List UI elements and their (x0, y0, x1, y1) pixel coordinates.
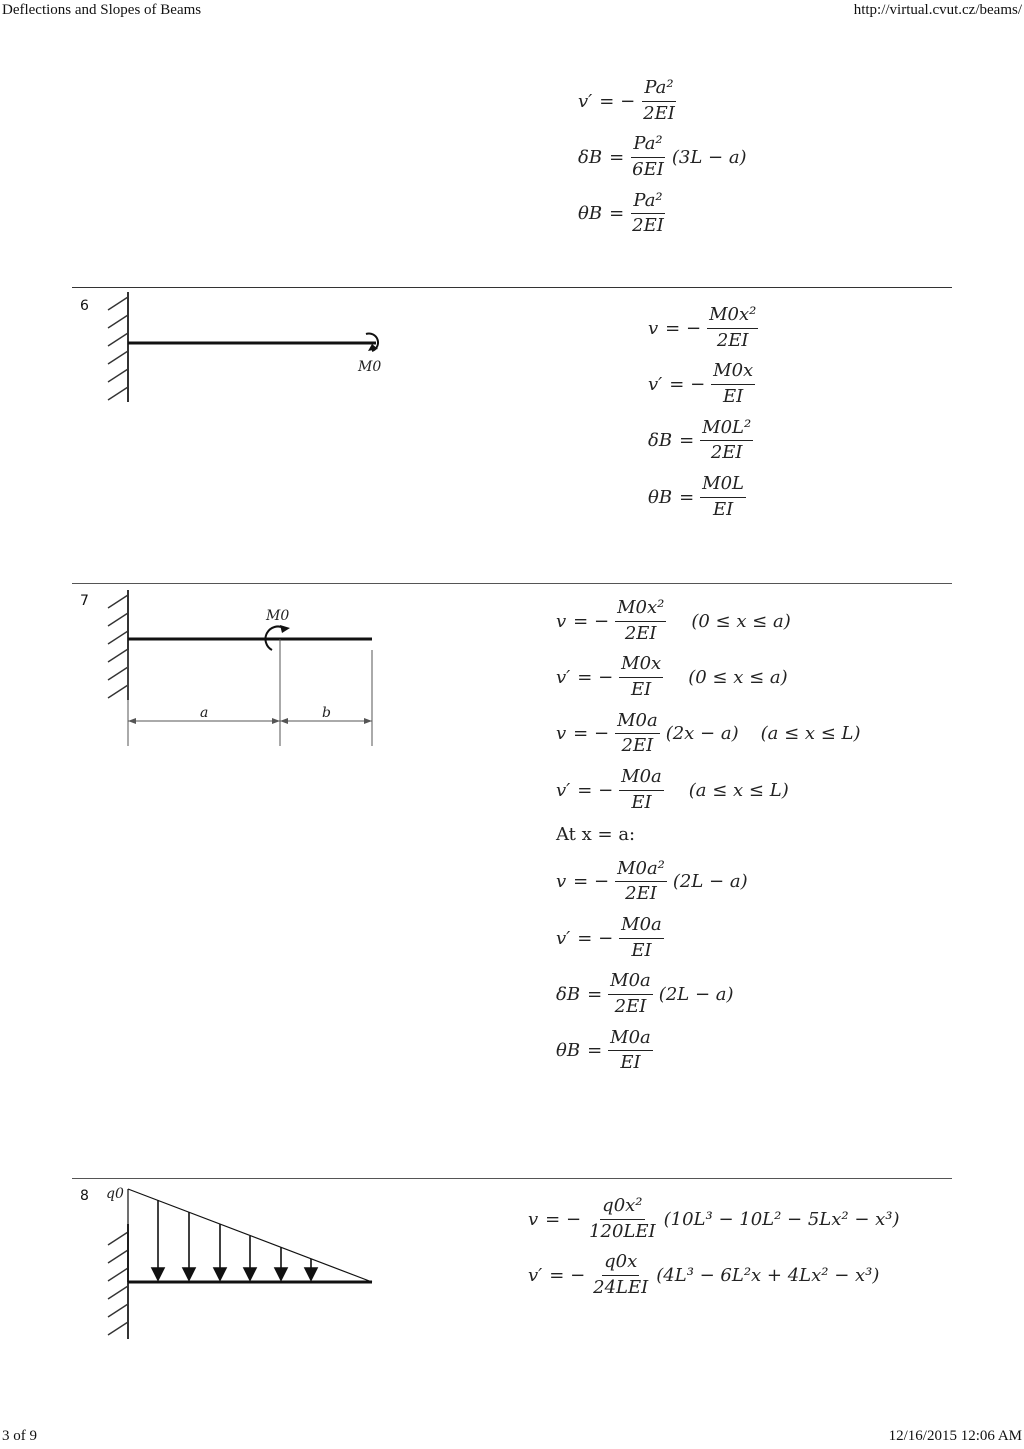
fraction (608, 1028, 653, 1074)
moment-label: M0 (266, 608, 290, 624)
fraction (619, 915, 664, 961)
equation-lhs: v′ (578, 90, 593, 112)
fraction (615, 711, 660, 757)
equation-lhs: v′ (556, 927, 571, 949)
equation-lhs: v (528, 1208, 539, 1230)
fraction (700, 474, 746, 520)
equation (648, 474, 761, 520)
fraction-numerator: M0a² (615, 859, 667, 883)
diagram-cantilever-moment (100, 292, 400, 407)
fraction-denominator: 2EI (716, 329, 749, 351)
equation-operator: = (609, 147, 625, 169)
equation-lhs: v′ (556, 779, 571, 801)
equation-lhs: δB (578, 147, 603, 169)
print-timestamp: 12/16/2015 12:06 AM (888, 1428, 1022, 1444)
equation-factor: (2L − a) (658, 983, 734, 1005)
fraction-denominator: 2EI (710, 442, 743, 464)
fraction-numerator: Pa² (631, 191, 664, 215)
equation-operator: = − (599, 90, 636, 112)
fraction-denominator: EI (631, 679, 652, 701)
equation-lhs: δB (648, 430, 673, 452)
equation-lhs: v (556, 723, 567, 745)
fraction-numerator: Pa² (642, 78, 675, 102)
equation-operator: = − (577, 927, 614, 949)
equation (556, 767, 861, 813)
equation-lhs: v′ (528, 1265, 543, 1287)
fraction-denominator: 2EI (621, 735, 654, 757)
fraction-numerator: M0x (711, 361, 755, 385)
row-divider (72, 583, 952, 584)
diagram-cantilever-moment-at-a (100, 590, 400, 750)
equation-domain: (0 ≤ x ≤ a) (691, 610, 791, 632)
equation (556, 1028, 861, 1074)
equation (556, 711, 861, 757)
diagram-cantilever-triangular-load (100, 1184, 400, 1349)
fraction (630, 191, 666, 237)
row-number-7: 7 (80, 593, 89, 609)
equation (556, 654, 861, 700)
equation-lhs: θB (578, 203, 603, 225)
fraction-numerator: M0x (619, 654, 663, 678)
equation-operator: = − (573, 871, 610, 893)
load-intensity-label: q0 (106, 1186, 124, 1202)
row-8-equations (528, 1196, 900, 1309)
fraction-numerator: M0x² (615, 598, 666, 622)
equation (556, 971, 861, 1017)
equation (578, 134, 747, 180)
fraction (587, 1196, 658, 1242)
equation-factor: (2L − a) (672, 871, 748, 893)
equation-lhs: v (556, 610, 567, 632)
fraction-numerator: Pa² (631, 134, 664, 158)
fraction (630, 134, 666, 180)
equation-operator: = (587, 983, 603, 1005)
top-equations (578, 78, 747, 247)
row-divider (72, 287, 952, 288)
row-number-6: 6 (80, 298, 89, 314)
row-6-equations (648, 305, 761, 531)
fraction-numerator: M0a (608, 1028, 653, 1052)
equation-lhs: v′ (556, 667, 571, 689)
equation-operator: = − (577, 779, 614, 801)
equation-operator: = (609, 203, 625, 225)
fraction-numerator: q0x (602, 1252, 639, 1276)
fraction-denominator: EI (631, 939, 652, 961)
equation (556, 859, 861, 905)
dimension-b: b (322, 705, 331, 721)
fraction-numerator: M0L (700, 474, 746, 498)
fraction (619, 654, 663, 700)
fraction (615, 598, 666, 644)
fraction-denominator: 2EI (632, 215, 664, 237)
fraction-numerator: M0x² (707, 305, 758, 329)
equation-lhs: θB (648, 486, 673, 508)
page-number: 3 of 9 (2, 1428, 37, 1444)
equation (578, 191, 747, 237)
equation-operator: = − (577, 667, 614, 689)
equation-factor: (2x − a) (665, 723, 739, 745)
equation (528, 1196, 900, 1242)
fraction (615, 859, 667, 905)
equation (556, 598, 861, 644)
equation-domain: (0 ≤ x ≤ a) (688, 667, 788, 689)
equation-lhs: θB (556, 1040, 581, 1062)
fraction-numerator: M0a (615, 711, 660, 735)
row-number-8: 8 (80, 1188, 89, 1204)
fraction (608, 971, 653, 1017)
fraction-denominator: EI (712, 498, 734, 520)
fraction (700, 418, 753, 464)
fraction-denominator: 2EI (625, 883, 657, 905)
fraction-numerator: M0a (619, 767, 664, 791)
fraction-denominator: EI (620, 1052, 641, 1074)
equation (648, 361, 761, 407)
equation-domain: (a ≤ x ≤ L) (760, 723, 861, 745)
fraction-denominator: 6EI (632, 159, 664, 181)
equation-lhs: v′ (648, 374, 663, 396)
equation-operator: = (679, 486, 695, 508)
equation (528, 1252, 900, 1298)
fraction-numerator: M0L² (700, 418, 753, 442)
fraction-denominator: 2EI (614, 995, 647, 1017)
fraction-denominator: 2EI (624, 622, 657, 644)
fraction (591, 1252, 650, 1298)
at-x-equals-a-label: At x = a: (556, 823, 636, 845)
fraction-denominator: 24LEI (593, 1277, 649, 1299)
fraction (641, 78, 677, 124)
equation-domain: (a ≤ x ≤ L) (688, 779, 789, 801)
equation-operator: = − (669, 374, 706, 396)
row-7-equations (556, 598, 861, 1084)
equation-factor: (4L³ − 6L²x + 4Lx² − x³) (656, 1265, 880, 1287)
fraction-numerator: q0x² (600, 1196, 644, 1220)
equation-operator: = − (573, 723, 610, 745)
fraction-denominator: EI (723, 386, 744, 408)
fraction (711, 361, 755, 407)
row-divider (72, 1178, 952, 1179)
moment-label: M0 (358, 359, 382, 375)
page-header-url[interactable]: http://virtual.cvut.cz/beams/ (853, 2, 1022, 18)
equation-operator: = (679, 430, 695, 452)
equation-lhs: v (648, 317, 659, 339)
equation (578, 78, 747, 124)
equation-operator: = − (549, 1265, 586, 1287)
page-header-title: Deflections and Slopes of Beams (2, 2, 202, 18)
equation-operator: = − (573, 610, 610, 632)
fraction-numerator: M0a (608, 971, 653, 995)
equation (648, 418, 761, 464)
equation (556, 915, 861, 961)
equation-operator: = (587, 1040, 603, 1062)
fraction-denominator: EI (631, 791, 652, 813)
fraction (619, 767, 664, 813)
equation-factor: (3L − a) (671, 147, 747, 169)
dimension-a: a (200, 705, 209, 721)
equation-lhs: δB (556, 983, 581, 1005)
equation (648, 305, 761, 351)
equation-operator: = − (665, 317, 702, 339)
fraction (707, 305, 758, 351)
equation-lhs: v (556, 871, 567, 893)
equation-factor: (10L³ − 10L² − 5Lx² − x³) (663, 1208, 900, 1230)
fraction-numerator: M0a (619, 915, 664, 939)
fraction-denominator: 2EI (643, 102, 675, 124)
fraction-denominator: 120LEI (589, 1220, 656, 1242)
equation-operator: = − (545, 1208, 582, 1230)
